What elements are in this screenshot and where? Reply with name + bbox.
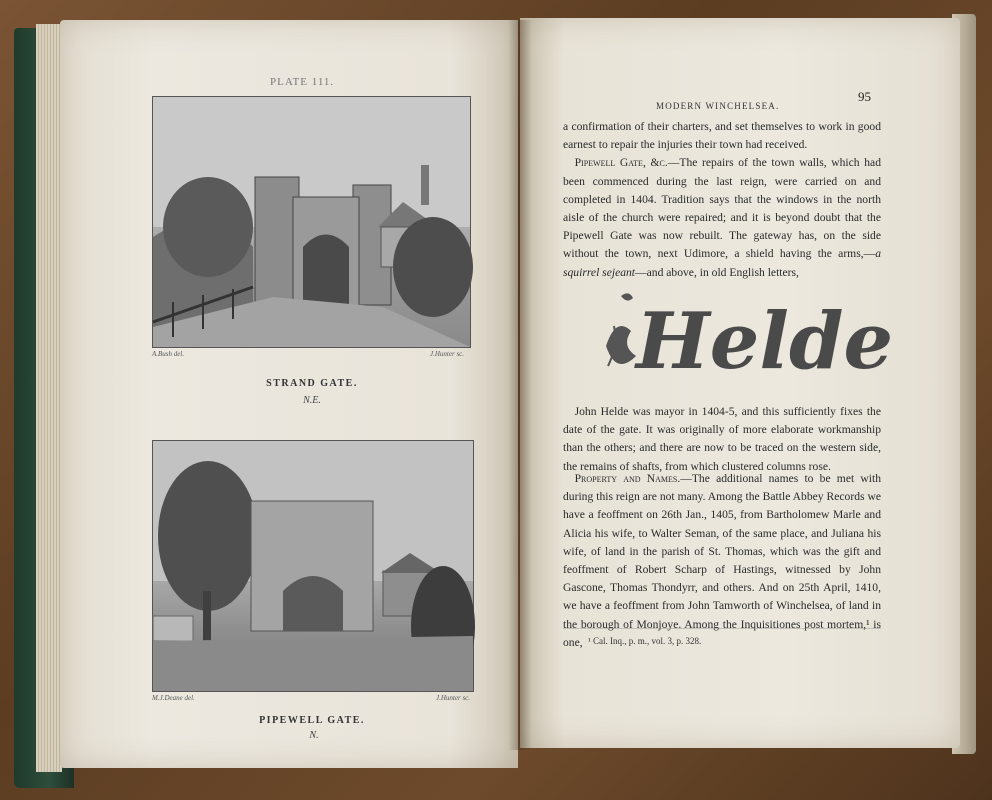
para3-text: John Helde was mayor in 1404-5, and this sufficiently fixes the date of the gate. It was originally of more elaborate workmanship than the others; and there are now to be traced on the western side, the remains of shafts, from which clustered columns rose. bbox=[563, 405, 881, 473]
para1-text: a confirmation of their charters, and set themselves to work in good earnest to repair the injuries their town had received. bbox=[563, 120, 881, 152]
page-number: 95 bbox=[858, 89, 871, 104]
footnote: ¹ Cal. Inq., p. m., vol. 3, p. 328. bbox=[588, 636, 702, 646]
plate2-credit-engraver: J.Hunter sc. bbox=[436, 694, 471, 702]
para4-text: —The additional names to be met with during this reign are not many. Among the Battle Abbey Records we have a feoffment on 26th Jan., 1405, from Bartholomew Marle and Alicia his wife, to Walter Seman, of the same place, and Juliana his wife, of land in the parish of St. Thomas, which was the gift and feoffment of Robert Scharp of Hastings, witnessed by John Gascone, Thomas Thondyrr, and others. And on 25th April, 1410, we have a feoffment from John Tamworth of Winchelsea, of land in the borough of Monjoye. Among the Inquisitiones post mortem,¹ is one, bbox=[563, 472, 882, 649]
para2-heading: Pipewell Gate, &c. bbox=[574, 156, 668, 170]
para4-heading: Property and Names. bbox=[574, 472, 681, 485]
gothic-inscription-helde bbox=[596, 286, 894, 390]
paragraph-property-names bbox=[563, 470, 881, 652]
strand-gate-engraving bbox=[152, 96, 471, 348]
plate2-credit-artist: M.J.Deane del. bbox=[152, 694, 195, 702]
para2-italic: a squirrel sejeant bbox=[563, 247, 881, 279]
plate2-direction: N. bbox=[309, 730, 319, 741]
plate1-credit-engraver: J.Hunter sc. bbox=[430, 350, 465, 358]
para2-text: —The repairs of the town walls, which had been commenced during the last reign, were carried on and completed in 1404. Tradition says that the windows in the north aisle of the church were repaired; and it is beyond doubt that the Pipewell Gate was now rebuilt. The gateway has, on the side without the town, next Udimore, a shield having the arms,— bbox=[563, 156, 881, 261]
para2-end: —and above, in old English letters, bbox=[635, 265, 799, 279]
page-stack bbox=[36, 24, 62, 772]
footnote-rule bbox=[563, 628, 881, 629]
plate1-credit-artist: A.Bush del. bbox=[152, 350, 185, 358]
plate1-caption: STRAND GATE. bbox=[266, 378, 358, 389]
pipewell-gate-engraving bbox=[152, 440, 474, 692]
plate-label: PLATE 111. bbox=[270, 76, 335, 88]
paragraph-helde-mayor bbox=[563, 403, 881, 476]
paragraph-charters bbox=[563, 118, 881, 282]
plate1-direction: N.E. bbox=[303, 395, 321, 406]
plate2-caption: PIPEWELL GATE. bbox=[259, 715, 365, 726]
book-gutter bbox=[508, 20, 532, 750]
gothic-word: Helde bbox=[636, 296, 894, 387]
running-head: MODERN WINCHELSEA. bbox=[656, 101, 780, 111]
